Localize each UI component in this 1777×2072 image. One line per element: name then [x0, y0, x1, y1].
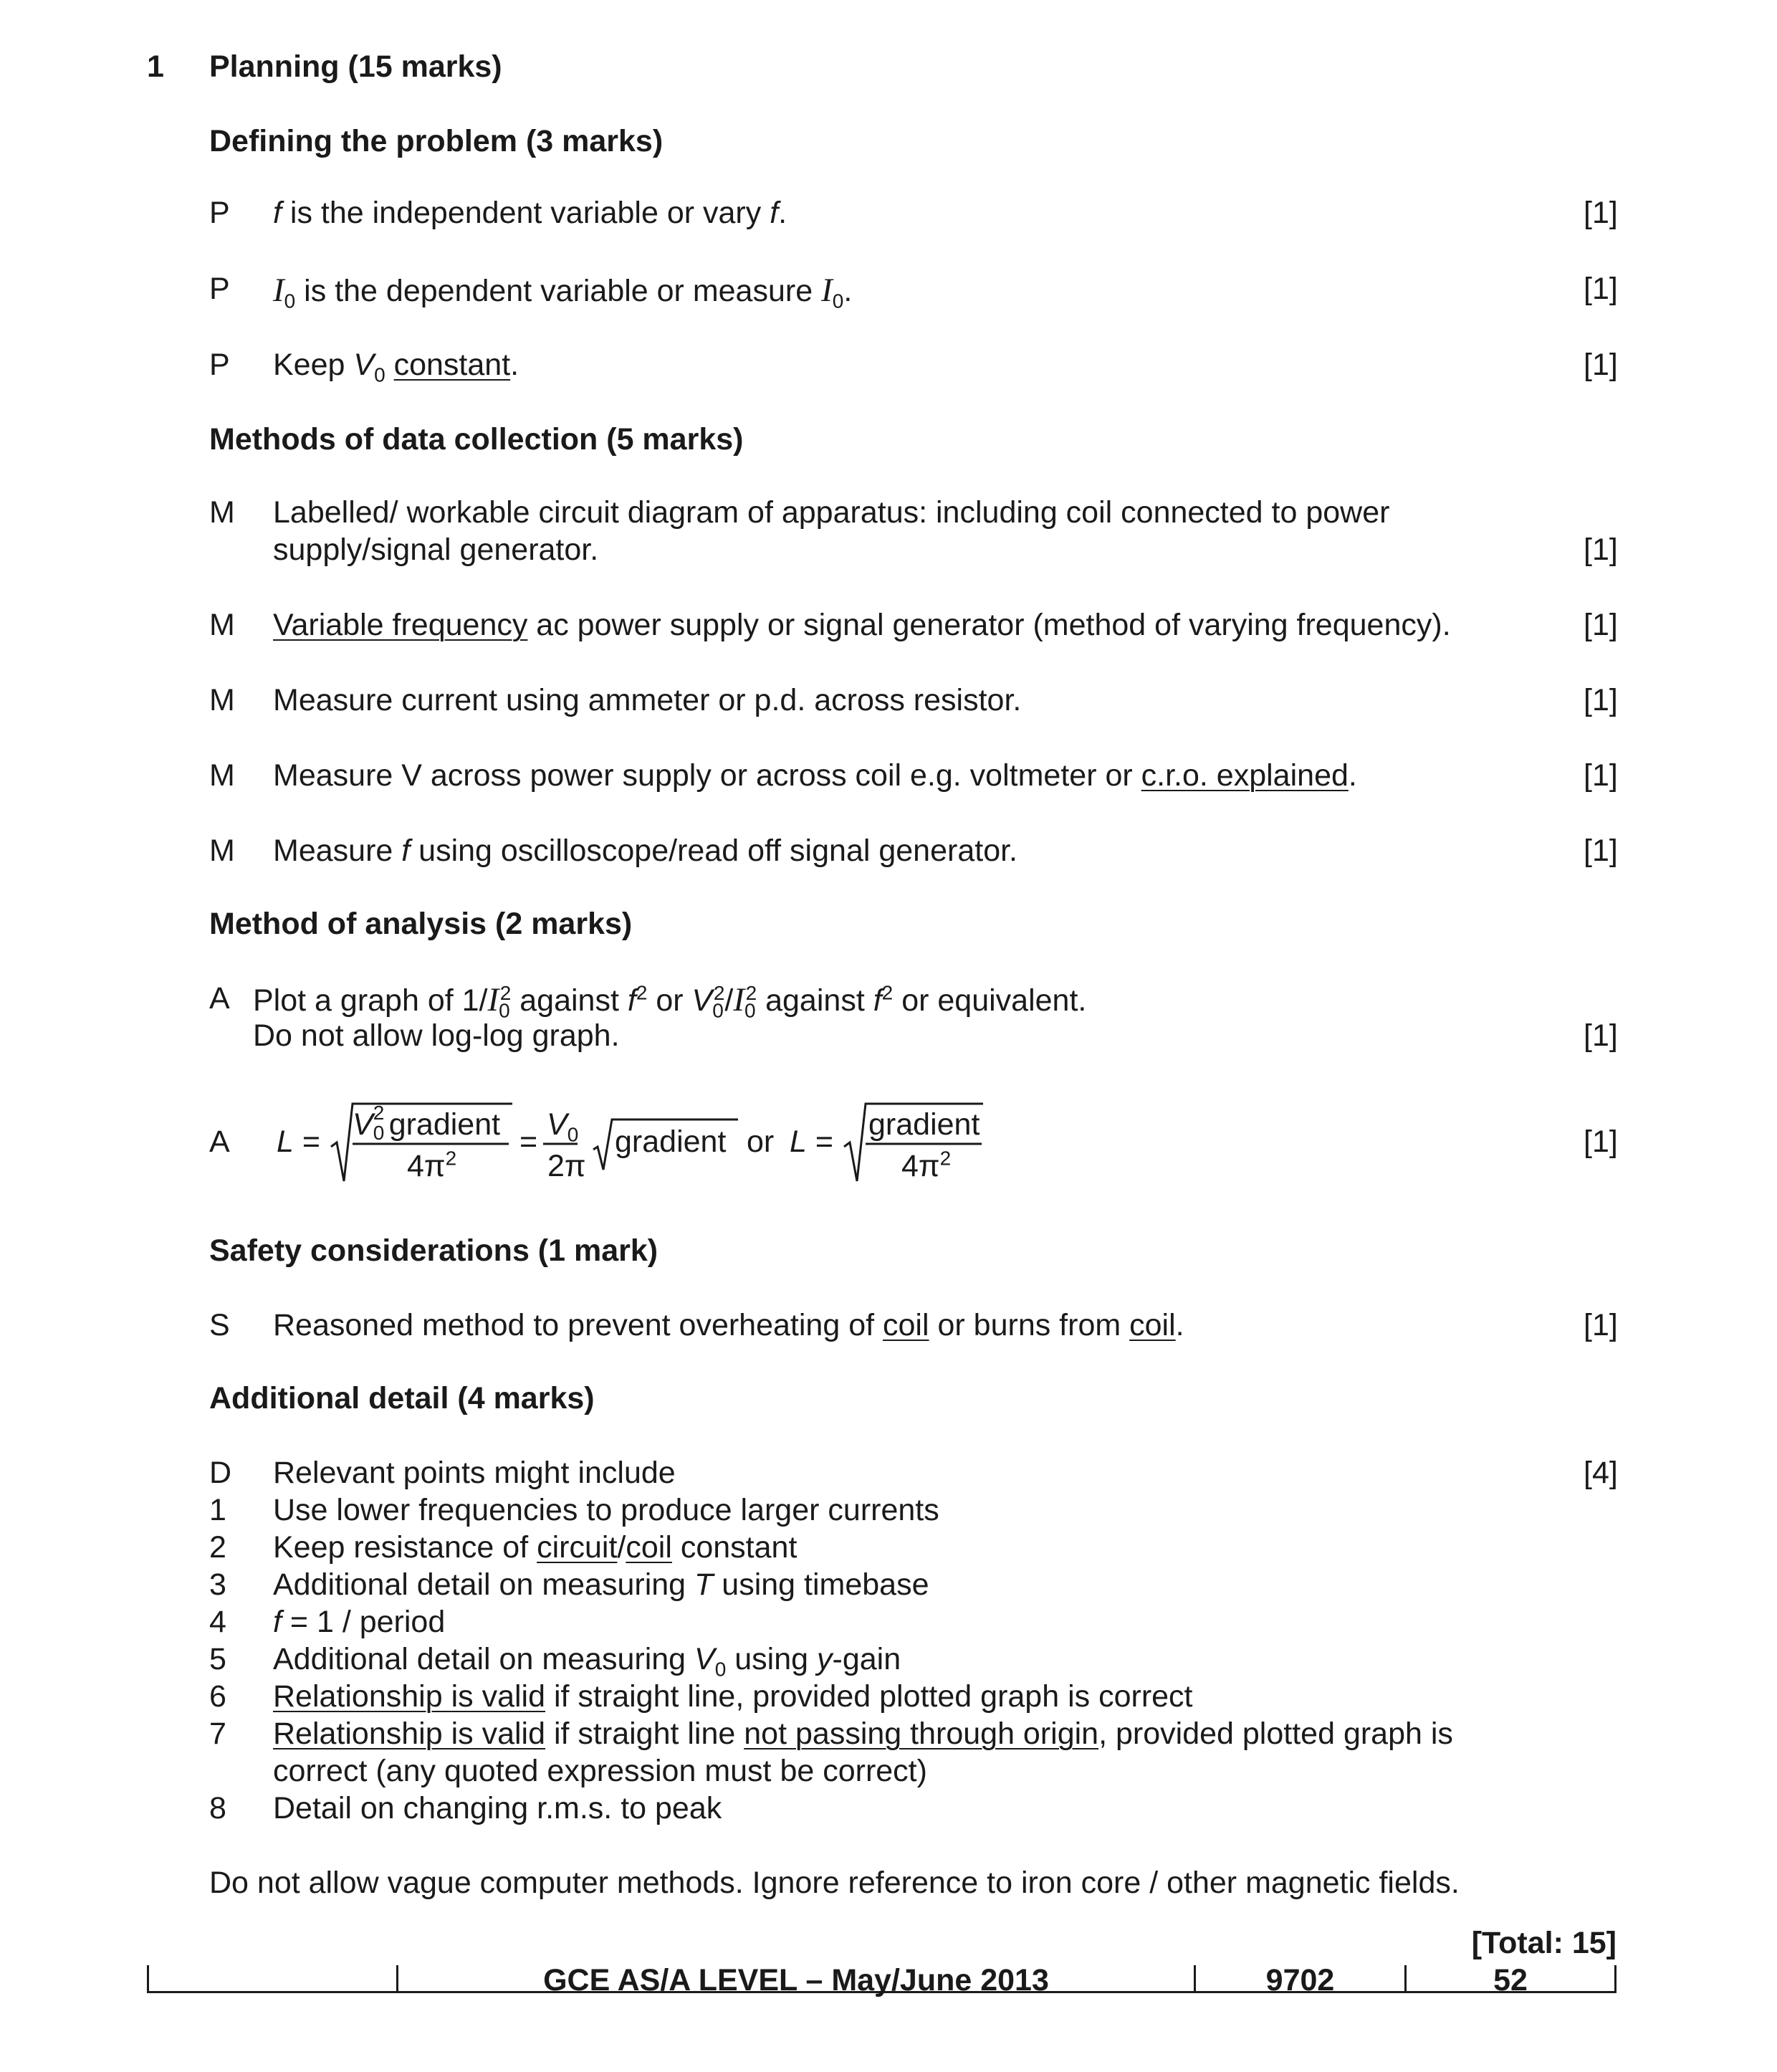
marking-point-text: Plot a graph of $1/I_0^2$ against $f^2$ or $V_0^2/I_0^2$ against $f^2$ or equivalent.	[253, 981, 1087, 1022]
list-item: Additional detail on measuring $V_0$ using y-gain	[273, 1642, 901, 1681]
formula-gradient: gradient	[615, 1125, 727, 1159]
footer-divider	[147, 1965, 149, 1992]
mark-allocation: [1]	[1584, 758, 1618, 793]
list-item: Relationship is valid if straight line not passing through origin, provided plotted graph is	[273, 1717, 1453, 1751]
marking-code: M	[209, 495, 235, 530]
marking-code: P	[209, 196, 230, 230]
formula-superscript: 2	[939, 1147, 952, 1170]
total-marks: [Total: 15]	[1471, 1926, 1616, 1960]
marking-code: S	[209, 1308, 230, 1342]
footer-divider	[1614, 1965, 1616, 1992]
marking-code: M	[209, 683, 235, 717]
list-number: 2	[209, 1530, 226, 1565]
formula-two-pi: 2π	[547, 1149, 586, 1183]
mark-allocation: [1]	[1584, 1308, 1618, 1342]
marking-code: A	[209, 1125, 230, 1159]
section-heading-additional: Additional detail (4 marks)	[209, 1381, 595, 1415]
mark-allocation: [1]	[1584, 348, 1618, 382]
list-number: 7	[209, 1717, 226, 1751]
footer-exam: GCE AS/A LEVEL – May/June 2013	[543, 1963, 1049, 1997]
formula-four-pi: 4π	[901, 1149, 940, 1183]
formula-V: V	[547, 1107, 567, 1142]
formula-equals: =	[519, 1125, 538, 1159]
marking-point-text: Do not allow log-log graph.	[253, 1018, 620, 1053]
list-number: 4	[209, 1605, 226, 1639]
mark-allocation: [4]	[1584, 1456, 1618, 1490]
list-item: Relationship is valid if straight line, provided plotted graph is correct	[273, 1679, 1193, 1714]
formula-equals: =	[815, 1125, 833, 1159]
mark-allocation: [1]	[1584, 608, 1618, 642]
mark-allocation: [1]	[1584, 683, 1618, 717]
list-item: Detail on changing r.m.s. to peak	[273, 1791, 722, 1825]
formula-equals: =	[302, 1125, 320, 1159]
marking-point-text: f is the independent variable or vary f.	[273, 196, 787, 230]
formula-superscript: 2	[373, 1102, 385, 1124]
inductance-formula	[272, 1097, 1003, 1190]
mark-allocation: [1]	[1584, 533, 1618, 567]
question-title: Planning (15 marks)	[209, 49, 502, 84]
footer-syllabus: 9702	[1265, 1963, 1335, 1997]
list-item: Keep resistance of circuit/coil constant	[273, 1530, 798, 1565]
footer-paper: 52	[1493, 1963, 1528, 1997]
section-heading-safety: Safety considerations (1 mark)	[209, 1233, 658, 1268]
formula-gradient: gradient	[868, 1107, 980, 1142]
marking-code: M	[209, 834, 235, 868]
mark-allocation: [1]	[1584, 834, 1618, 868]
marking-code: D	[209, 1456, 232, 1490]
list-number: 6	[209, 1679, 226, 1714]
formula-subscript: 0	[567, 1123, 579, 1146]
marking-point-text: Measure f using oscilloscope/read off signal generator.	[273, 834, 1018, 868]
section-heading-methods: Methods of data collection (5 marks)	[209, 422, 744, 457]
mark-allocation: [1]	[1584, 272, 1618, 306]
mark-allocation: [1]	[1584, 1018, 1618, 1053]
section-heading-analysis: Method of analysis (2 marks)	[209, 907, 633, 941]
list-number: 1	[209, 1493, 226, 1527]
list-item: Additional detail on measuring T using timebase	[273, 1567, 929, 1602]
marking-point-text: supply/signal generator.	[273, 533, 599, 567]
marking-code: A	[209, 981, 230, 1016]
list-item-continuation: correct (any quoted expression must be correct)	[273, 1754, 927, 1788]
list-number: 8	[209, 1791, 226, 1825]
formula-four-pi: 4π	[407, 1149, 446, 1183]
marking-code: M	[209, 608, 235, 642]
question-number: 1	[147, 49, 164, 84]
marking-code: P	[209, 272, 230, 306]
mark-allocation: [1]	[1584, 1125, 1618, 1159]
formula-L: L	[790, 1125, 807, 1159]
formula-L: L	[277, 1125, 294, 1159]
marking-point-text: Keep $V_0$ constant.	[273, 348, 519, 386]
marking-point-text: Measure V across power supply or across coil e.g. voltmeter or c.r.o. explained.	[273, 758, 1357, 793]
formula-V: V	[353, 1107, 373, 1142]
marking-point-text: Variable frequency ac power supply or signal generator (method of varying frequency).	[273, 608, 1451, 642]
marking-point-text: Measure current using ammeter or p.d. across resistor.	[273, 683, 1022, 717]
detail-intro: Relevant points might include	[273, 1456, 676, 1490]
examiner-note: Do not allow vague computer methods. Ignore reference to iron core / other magnetic fields.	[209, 1866, 1460, 1900]
marking-point-text: Labelled/ workable circuit diagram of apparatus: including coil connected to power	[273, 495, 1390, 530]
formula-or: or	[747, 1125, 775, 1159]
list-number: 5	[209, 1642, 226, 1676]
list-item: Use lower frequencies to produce larger currents	[273, 1493, 939, 1527]
formula-superscript: 2	[445, 1147, 457, 1170]
list-number: 3	[209, 1567, 226, 1602]
mark-allocation: [1]	[1584, 196, 1618, 230]
section-heading-defining: Defining the problem (3 marks)	[209, 124, 664, 158]
marking-point-text: $I_0$ is the dependent variable or measure $I_0$.	[273, 272, 853, 312]
marking-code: M	[209, 758, 235, 793]
list-item: f = 1 / period	[273, 1605, 446, 1639]
formula-subscript: 0	[373, 1122, 385, 1144]
marking-code: P	[209, 348, 230, 382]
formula-gradient: gradient	[388, 1107, 501, 1142]
marking-point-text: Reasoned method to prevent overheating of coil or burns from coil.	[273, 1308, 1184, 1342]
